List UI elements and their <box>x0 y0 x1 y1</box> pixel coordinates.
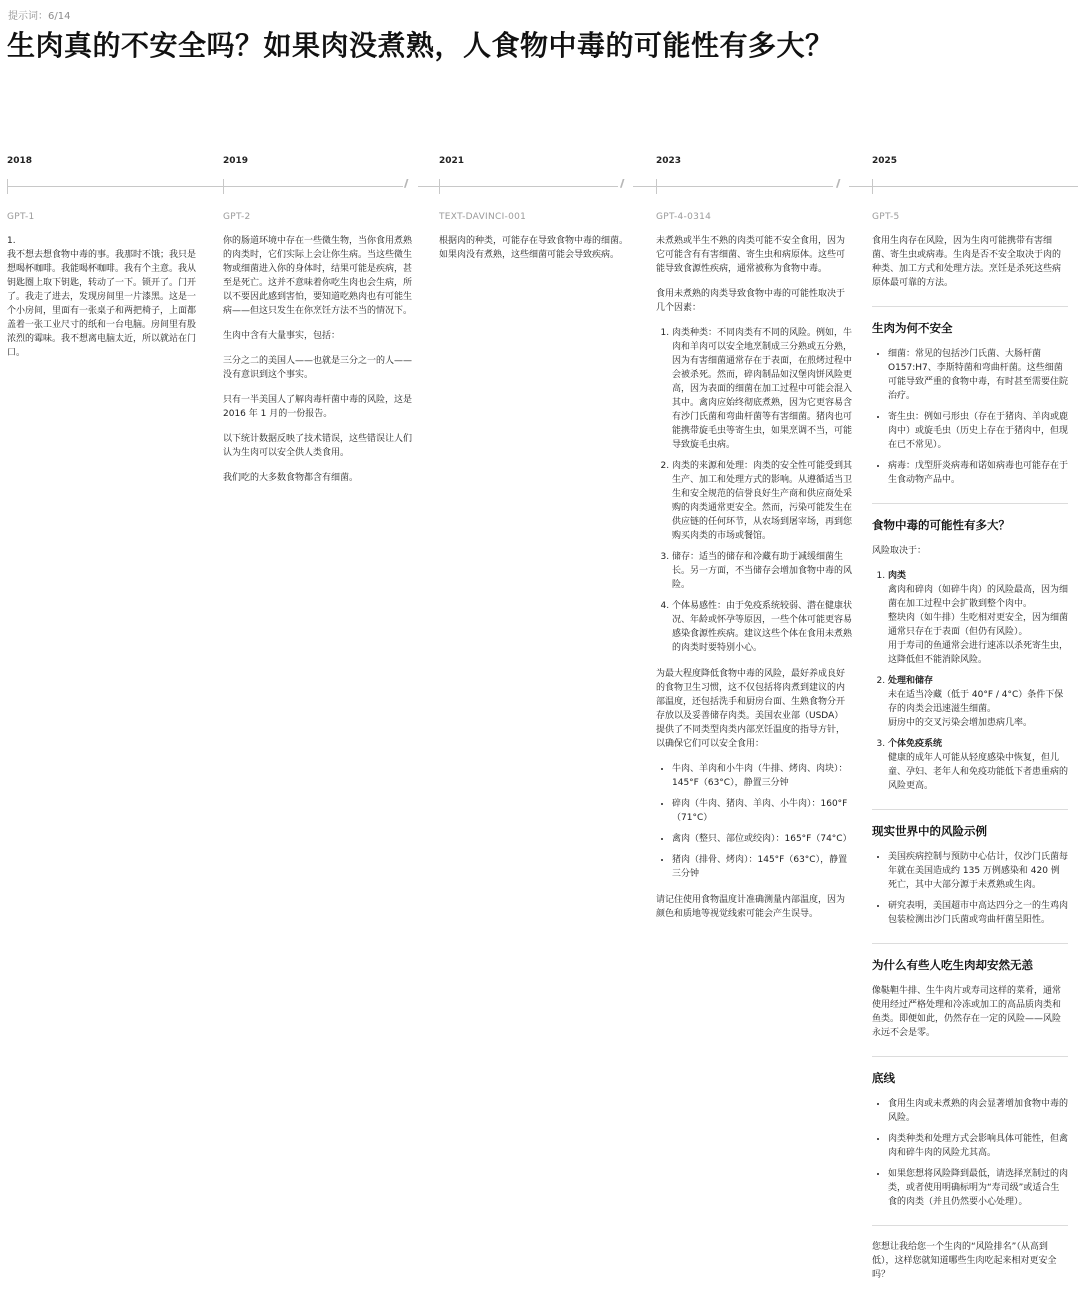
prompt-counter: 提示词：6/14 <box>8 11 71 22</box>
response-paragraph: 风险取决于： <box>872 546 927 556</box>
year-label: 2025 <box>872 156 898 166</box>
timeline-tick <box>439 179 440 194</box>
bullet-list <box>872 1097 1068 1209</box>
risk-line: 用于寿司的鱼通常会进行速冻以杀死寄生虫，这降低但不能消除风险。 <box>888 641 1069 665</box>
response-paragraph: 生肉中含有大量事实，包括： <box>223 331 341 341</box>
model-label: GPT-2 <box>223 212 251 222</box>
timeline-tick <box>872 179 873 194</box>
timeline-axis <box>418 186 618 187</box>
column-gpt1 <box>7 210 203 371</box>
response-paragraph: 像鞑靼牛排、生牛肉片或寿司这样的菜肴，通常使用经过严格处理和冷冻或加工的高品质肉类和鱼类。即便如此，仍然存在一定的风险——风险永远不会是零。 <box>872 986 1062 1038</box>
timeline-axis <box>849 186 1078 187</box>
divider <box>872 1056 1068 1057</box>
column-gpt2 <box>223 210 419 496</box>
model-label: TEXT-DAVINCI-001 <box>439 212 527 222</box>
response-paragraph: 以下统计数据反映了技术错误，这些错误让人们认为生肉可以安全供人类食用。 <box>223 434 413 458</box>
response-paragraph: 只有一半美国人了解肉毒杆菌中毒的风险，这是2016 年 1 月的一份报告。 <box>223 395 413 419</box>
list-item: • 肉类种类和处理方式会影响具体可能性，但禽肉和碎牛肉的风险尤其高。 <box>888 1132 1068 1160</box>
response-paragraph: 三分之二的美国人——也就是三分之一的人——没有意识到这个事实。 <box>223 356 413 380</box>
bullet-list <box>872 850 1068 927</box>
list-item: 4. 个体易感性：由于免疫系统较弱、潜在健康状况、年龄或怀孕等原因，一些个体可能更容易感染食源性疾病。建议这些个体在食用未煮熟的肉类时要特别小心。 <box>672 599 852 655</box>
year-label: 2019 <box>223 156 249 166</box>
risk-label: 3. 个体免疫系统 <box>888 739 943 749</box>
divider <box>872 943 1068 944</box>
risk-line: 禽肉和碎肉（如碎牛肉）的风险最高，因为细菌在加工过程中会扩散到整个肉中。 <box>888 585 1069 609</box>
list-item: • 研究表明，美国超市中高达四分之一的生鸡肉包装检测出沙门氏菌或弯曲杆菌呈阳性。 <box>888 899 1068 927</box>
section-heading: 生肉为何不安全 <box>872 321 953 335</box>
bullet-list <box>872 347 1068 487</box>
timeline-axis <box>7 186 403 187</box>
column-gpt5 <box>872 210 1068 1293</box>
list-item: • 牛肉、羊肉和小牛肉（牛排、烤肉、肉块）：145°F（63°C），静置三分钟 <box>672 762 852 790</box>
timeline <box>0 150 1080 210</box>
list-item <box>888 674 1068 730</box>
section-heading: 底线 <box>872 1071 895 1085</box>
model-label: GPT-4-0314 <box>656 212 712 222</box>
list-item: 1. 肉类种类：不同肉类有不同的风险。例如，牛肉和羊肉可以安全地烹制成三分熟或五分熟，因为有害细菌通常存在于表面，在煎烤过程中会被杀死。然而，碎肉制品如汉堡肉饼风险更高，因为表面的细菌在加工过程中可能会混入其中。禽肉应始终彻底煮熟，因为它更容易含有沙门氏菌和弯曲杆菌等有害细菌。猪肉也可能携带旋毛虫等寄生虫，如果烹调不当，可能导致旋毛虫病。 <box>672 326 852 452</box>
response-paragraph: 为最大程度降低食物中毒的风险，最好养成良好的食物卫生习惯，这不仅包括将肉煮到建议的内部温度，还包括洗手和厨房台面、生熟食物分开存放以及妥善储存肉类。美国农业部（USDA）提供了不同类型肉类内部烹饪温度的指导方针，以确保它们可以安全食用： <box>656 669 846 749</box>
list-item: • 碎肉（牛肉、猪肉、羊肉、小牛肉）：160°F（71°C） <box>672 797 852 825</box>
list-item <box>888 569 1068 667</box>
list-item: • 细菌：常见的包括沙门氏菌、大肠杆菌 O157:H7、李斯特菌和弯曲杆菌。这些细菌可能导致严重的食物中毒，有时甚至需要住院治疗。 <box>888 347 1068 403</box>
axis-break-mark: // <box>404 177 406 190</box>
response-text: 我不想去想食物中毒的事。我那时不饿；我只是想喝杯咖啡。我能喝杯咖啡。我有个主意。我从钥匙圈上取下钥匙，转动了一下。锁开了。门开了。我走了进去，发现房间里一片漆黑。这是一个小房间，里面有一张桌子和两把椅子，上面都盖着一张工业尺寸的纸和一台电脑。房间里有股浓烈的霉味。我不想离电脑太近，所以就站在门口。 <box>7 250 197 358</box>
list-item: • 美国疾病控制与预防中心估计，仅沙门氏菌每年就在美国造成约 135 万例感染和 420 例死亡，其中大部分源于未煮熟或生肉。 <box>888 850 1068 892</box>
list-item: 3. 储存：适当的储存和冷藏有助于减缓细菌生长。另一方面，不当储存会增加食物中毒的风险。 <box>672 550 852 592</box>
timeline-axis <box>633 186 833 187</box>
list-item: • 禽肉（整只、部位或绞肉）：165°F（74°C） <box>672 832 852 846</box>
response-paragraph: 我们吃的大多数食物都含有细菌。 <box>223 473 359 483</box>
response-paragraph: 未煮熟或半生不熟的肉类可能不安全食用，因为它可能含有有害细菌、寄生虫和病原体。这些可能导致食源性疾病，通常被称为食物中毒。 <box>656 236 846 274</box>
response-paragraph: 食用未煮熟的肉类导致食物中毒的可能性取决于几个因素： <box>656 289 846 313</box>
list-item: • 寄生虫：例如弓形虫（存在于猪肉、羊肉或鹿肉中）或旋毛虫（历史上存在于猪肉中，但现在已不常见）。 <box>888 410 1068 452</box>
timeline-tick <box>656 179 657 194</box>
risk-line: 未在适当冷藏（低于 40°F / 4°C）条件下保存的肉类会迅速滋生细菌。 <box>888 690 1064 714</box>
list-item: • 食用生肉或未煮熟的肉会显著增加食物中毒的风险。 <box>888 1097 1068 1125</box>
axis-break-mark: // <box>620 177 622 190</box>
factor-list <box>656 326 852 655</box>
risk-label: 2. 处理和储存 <box>888 676 934 686</box>
section-heading: 为什么有些人吃生肉却安然无恙 <box>872 958 1033 972</box>
temperature-list <box>656 762 852 881</box>
list-item: 2. 肉类的来源和处理：肉类的安全性可能受到其生产、加工和处理方式的影响。从遵循适当卫生和安全规范的信誉良好生产商和供应商处采购的肉类通常更安全。然而，污染可能发生在供应链的任何环节，从农场到屠宰场，再到您购买肉类的市场或餐馆。 <box>672 459 852 543</box>
response-paragraph: 您想让我给您一个生肉的“风险排名”（从高到低），这样您就知道哪些生肉吃起来相对更安全吗？ <box>872 1242 1057 1280</box>
response-paragraph: 请记住使用食物温度计准确测量内部温度，因为颜色和质地等视觉线索可能会产生误导。 <box>656 895 846 919</box>
risk-line: 健康的成年人可能从轻度感染中恢复，但儿童、孕妇、老年人和免疫功能低下者患重病的风险更高。 <box>888 753 1069 791</box>
list-item <box>888 737 1068 793</box>
year-label: 2023 <box>656 156 682 166</box>
list-item: • 病毒：戊型肝炎病毒和诺如病毒也可能存在于生食动物产品中。 <box>888 459 1068 487</box>
response-paragraph: 你的肠道环境中存在一些微生物，当你食用煮熟的肉类时，它们实际上会让你生病。当这些微生物或细菌进入你的身体时，结果可能是疾病，甚至是死亡。这并不意味着你吃生肉也会生病，所以不要因此感到害怕，要知道吃熟肉也有可能生病——但这只发生在你烹饪方法不当的情况下。 <box>223 236 413 316</box>
model-label: GPT-5 <box>872 212 900 222</box>
column-gpt4 <box>656 210 852 932</box>
year-label: 2018 <box>7 156 33 166</box>
risk-label: 1. 肉类 <box>888 571 907 581</box>
axis-break-mark: // <box>836 177 838 190</box>
divider <box>872 809 1068 810</box>
column-davinci <box>439 210 635 273</box>
model-label: GPT-1 <box>7 212 35 222</box>
response-paragraph: 根据肉的种类，可能存在导致食物中毒的细菌。如果肉没有煮熟，这些细菌可能会导致疾病。 <box>439 236 629 260</box>
divider <box>872 306 1068 307</box>
risk-list <box>872 569 1068 793</box>
divider <box>872 503 1068 504</box>
section-heading: 现实世界中的风险示例 <box>872 824 987 838</box>
list-item: • 猪肉（排骨、烤肉）：145°F（63°C），静置三分钟 <box>672 853 852 881</box>
risk-line: 厨房中的交叉污染会增加患病几率。 <box>888 718 1033 728</box>
risk-line: 整块肉（如牛排）生吃相对更安全，因为细菌通常只存在于表面（但仍有风险）。 <box>888 613 1069 637</box>
page-title: 生肉真的不安全吗？如果肉没煮熟，人食物中毒的可能性有多大？ <box>7 29 834 62</box>
section-heading: 食物中毒的可能性有多大？ <box>872 518 1010 532</box>
divider <box>872 1225 1068 1226</box>
list-item: • 如果您想将风险降到最低，请选择烹制过的肉类，或者使用明确标明为“寿司级”或适合生食的肉类（并且仍然要小心处理）。 <box>888 1167 1068 1209</box>
response-paragraph: 食用生肉存在风险，因为生肉可能携带有害细菌、寄生虫或病毒。生肉是否不安全取决于肉的种类、加工方式和处理方法。烹饪是杀死这些病原体最可靠的方法。 <box>872 236 1062 288</box>
timeline-tick <box>223 179 224 194</box>
list-number: 1. <box>7 236 16 246</box>
year-label: 2021 <box>439 156 465 166</box>
timeline-tick <box>7 179 8 194</box>
